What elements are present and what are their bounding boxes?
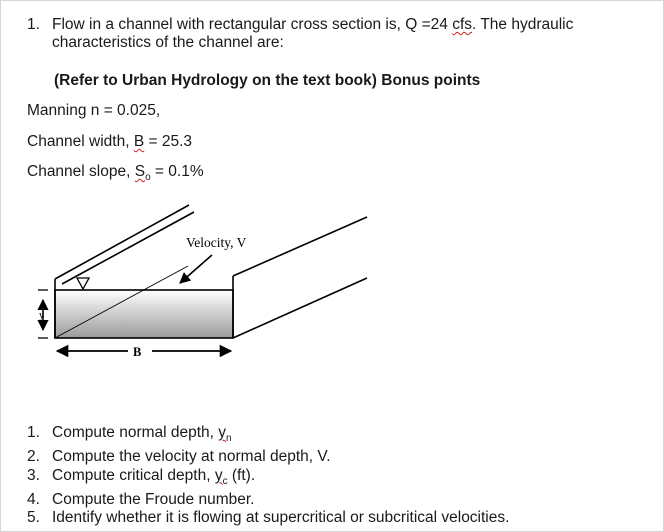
bonus-label: Bonus points [376,72,481,89]
channel-bed-right [233,278,367,338]
flow-unit: cfs [452,16,472,33]
bonus-reference: (Refer to Urban Hydrology on the text book) [54,72,377,89]
task-item: 2. Compute the velocity at normal depth, V. [27,448,331,466]
depth-label: y [39,310,44,321]
question-text-part2: . The hydraulic characteristics of the channel are: [52,16,574,51]
task-item: 4. Compute the Froude number. [27,490,255,508]
slope-label: Channel slope, [27,163,135,180]
task-item: 3. Compute critical depth, $y_c$ (ft). [27,466,256,487]
question-number: 1. [27,16,40,33]
velocity-arrow [180,255,212,283]
left-wall-top-inner [55,205,189,279]
water-surface-icon [77,278,89,289]
task-item: 1. Compute normal depth, $y_n$ [27,424,232,445]
right-wall-top [233,217,367,276]
slope-param [27,163,204,187]
critical-depth-symbol: $y_c$ [214,466,228,487]
width-label: B [133,345,142,359]
water-cross-section [55,290,233,338]
width-label: Channel width, [27,133,134,150]
velocity-label: Velocity, V [186,235,247,250]
channel-diagram [0,195,664,380]
question-text-part1: Flow in a channel with rectangular cross section is, Q =24 [52,16,453,33]
manning-param: Manning n = 0.025, [27,102,161,119]
task-item: 5. Identify whether it is flowing at supercritical or subcritical velocities. [27,509,510,526]
width-value: = 25.3 [144,133,193,150]
bonus-note [54,72,480,90]
task-list [27,424,509,527]
slope-value: = 0.1% [150,163,204,180]
width-param [27,133,192,151]
width-symbol: B [133,133,145,150]
slope-symbol: $S_o$ [134,163,151,184]
normal-depth-symbol: $y_n$ [218,424,232,445]
question-text [52,16,642,52]
